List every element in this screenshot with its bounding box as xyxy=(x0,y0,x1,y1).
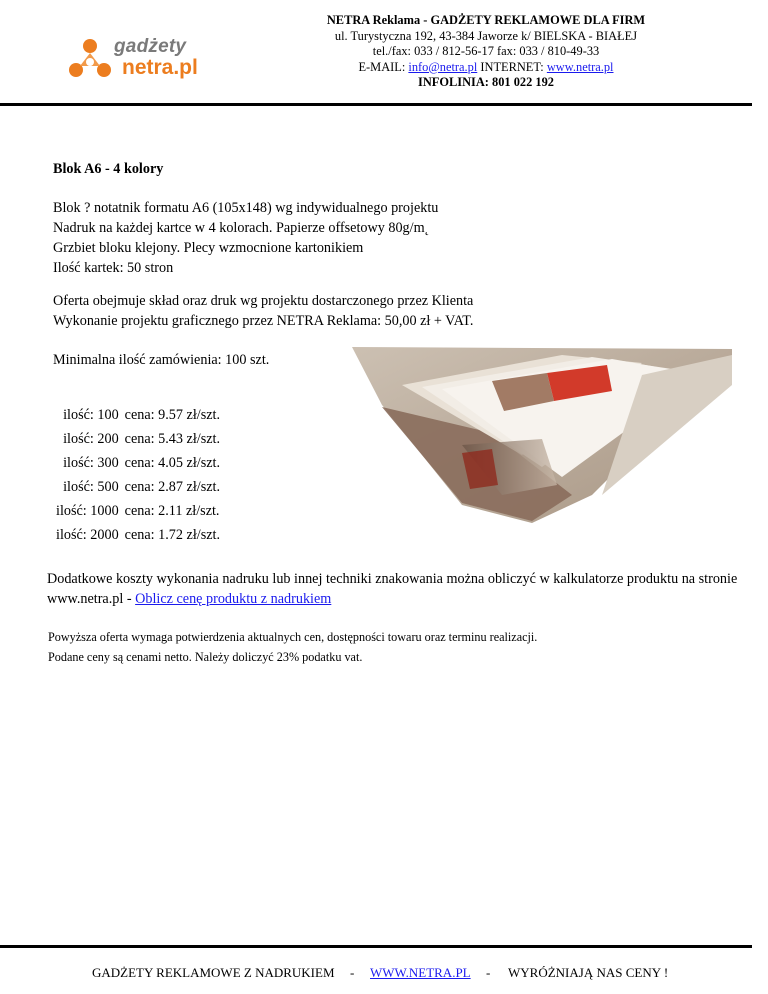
product-title: Blok A6 - 4 kolory xyxy=(53,161,164,177)
price-qty: ilość: 100 xyxy=(63,406,119,423)
description-line: Ilość kartek: 50 stron xyxy=(53,260,174,276)
netra-logo[interactable] xyxy=(66,34,206,84)
price-row xyxy=(56,523,220,547)
offer-notes xyxy=(48,627,537,667)
offer-line: Oferta obejmuje skład oraz druk wg projektu dostarczonego przez Klienta xyxy=(53,293,474,309)
price-qty: ilość: 1000 xyxy=(56,502,119,519)
company-address: ul. Turystyczna 192, 43-384 Jaworze k/ BIELSKA - BIAŁEJ xyxy=(334,28,638,43)
price-table xyxy=(56,403,220,547)
email-label: E-MAIL: xyxy=(358,59,409,74)
price-qty: ilość: 500 xyxy=(63,478,119,495)
description-line: Grzbiet bloku klejony. Plecy wzmocnione kartonikiem xyxy=(53,240,364,256)
company-contact xyxy=(270,60,702,76)
website-link[interactable]: www.netra.pl xyxy=(546,59,614,74)
price-row xyxy=(56,475,220,499)
infoline: INFOLINIA: 801 022 192 xyxy=(418,75,554,90)
email-link[interactable]: info@netra.pl xyxy=(408,59,478,74)
price-qty: ilość: 300 xyxy=(63,454,119,471)
page-header xyxy=(0,0,768,108)
price-value: cena: 1.72 zł/szt. xyxy=(124,526,221,543)
price-row xyxy=(56,499,220,523)
price-calculator-link[interactable]: Oblicz cenę produktu z nadrukiem xyxy=(135,591,332,607)
logo-mark-icon xyxy=(66,36,114,82)
footer-divider xyxy=(0,945,752,948)
extra-costs xyxy=(47,569,747,609)
description-line: Blok ? notatnik formatu A6 (105x148) wg indywidualnego projektu xyxy=(53,200,439,216)
footer-right-text: WYRÓŻNIAJĄ NAS CENY ! xyxy=(508,965,669,980)
logo-text-gadzety: gadżety xyxy=(114,36,187,57)
extra-costs-text: Dodatkowe koszty wykonania nadruku lub innej techniki znakowania można obliczyć w kalkulatorze produktu na stronie www.netra.pl - xyxy=(47,571,738,607)
price-row xyxy=(56,451,220,475)
internet-label: INTERNET: xyxy=(477,59,547,74)
company-phones: tel./fax: 033 / 812-56-17 fax: 033 / 810-49-33 xyxy=(372,44,600,59)
price-row xyxy=(56,427,220,451)
price-qty: ilość: 200 xyxy=(63,430,119,447)
footer-website-link[interactable]: WWW.NETRA.PL xyxy=(370,965,471,980)
price-qty: ilość: 2000 xyxy=(56,526,119,543)
header-divider xyxy=(0,103,752,106)
min-order: Minimalna ilość zamówienia: 100 szt. xyxy=(53,352,270,368)
description-line: Nadruk na każdej kartce w 4 kolorach. Papierze offsetowy 80g/m˛ xyxy=(53,220,430,236)
price-value: cena: 2.11 zł/szt. xyxy=(124,502,220,519)
product-title-block xyxy=(53,160,753,178)
note-line: Podane ceny są cenami netto. Należy doliczyć 23% podatku vat. xyxy=(48,650,363,664)
product-photo xyxy=(342,345,742,525)
price-value: cena: 5.43 zł/szt. xyxy=(124,430,221,447)
product-description xyxy=(53,198,438,278)
footer-separator: - xyxy=(350,965,355,980)
price-value: cena: 9.57 zł/szt. xyxy=(124,406,221,423)
company-line: NETRA Reklama - GADŻETY REKLAMOWE DLA FIRM xyxy=(326,13,646,27)
footer-separator: - xyxy=(486,965,491,980)
company-info xyxy=(270,13,702,91)
logo-text-netra: netra.pl xyxy=(122,56,198,79)
price-row xyxy=(56,403,220,427)
offer-description xyxy=(53,291,473,331)
offer-line: Wykonanie projektu graficznego przez NETRA Reklama: 50,00 zł + VAT. xyxy=(53,313,474,329)
footer-left-text: GADŻETY REKLAMOWE Z NADRUKIEM xyxy=(92,965,335,980)
price-value: cena: 2.87 zł/szt. xyxy=(124,478,221,495)
price-value: cena: 4.05 zł/szt. xyxy=(124,454,221,471)
note-line: Powyższa oferta wymaga potwierdzenia aktualnych cen, dostępności towaru oraz terminu realizacji. xyxy=(48,630,538,644)
